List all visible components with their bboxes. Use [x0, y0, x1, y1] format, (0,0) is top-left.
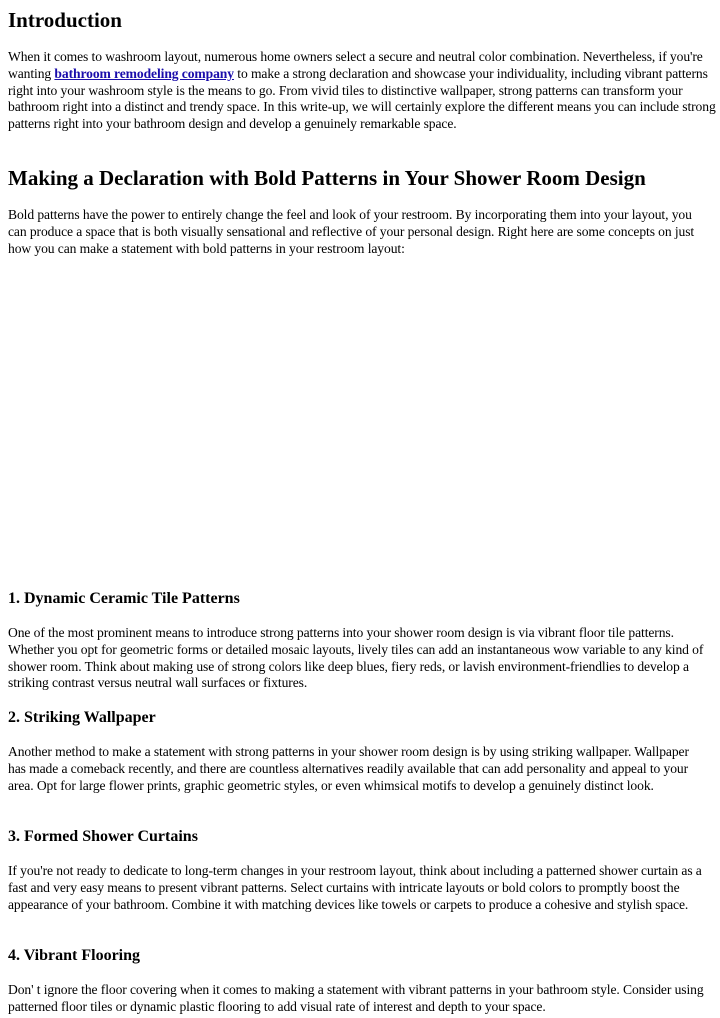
blank-image-area	[8, 262, 708, 582]
section-1-heading: 1. Dynamic Ceramic Tile Patterns	[8, 590, 240, 607]
section-3-paragraph: If you're not ready to dedicate to long-term changes in your restroom layout, think about including a patterned shower curtain as a fast and very easy means to present vibrant patterns. Select curtains with intricate layouts or bold colors to promptly boost the appearance of your bathroom. Combine it with matching devices like towels or carpets to produce a cohesive and stylish space.	[8, 863, 702, 912]
bathroom-remodeling-link[interactable]: bathroom remodeling company	[54, 65, 234, 81]
section-4-heading: 4. Vibrant Flooring	[8, 947, 141, 964]
declaration-heading: Making a Declaration with Bold Patterns in Your Shower Room Design	[8, 166, 646, 190]
section-1-paragraph: One of the most prominent means to introduce strong patterns into your shower room design is via vibrant floor tile patterns. Whether you opt for geometric forms or detailed mosaic layouts, lively tiles can add an instantaneous wow variable to any kind of shower room. Think about making use of strong colors like deep blues, fiery reds, or lavish environment-friendlies to develop a striking contrast versus neutral wall surfaces or fixtures.	[8, 625, 704, 691]
section-2-heading: 2. Striking Wallpaper	[8, 709, 156, 726]
declaration-paragraph: Bold patterns have the power to entirely change the feel and look of your restroom. By incorporating them into your layout, you can produce a space that is both visually sensational and reflective of your personal design. Right here are some concepts on just how you can make a statement with bold patterns in your restroom layout:	[8, 207, 695, 256]
intro-heading: Introduction	[8, 8, 122, 32]
section-2-paragraph: Another method to make a statement with strong patterns in your shower room design is by using striking wallpaper. Wallpaper has made a comeback recently, and there are countless alternatives readily available that can add personality and appeal to your area. Opt for large flower prints, graphic geometric styles, or even whimsical motifs to develop a genuinely distinct look.	[8, 744, 689, 793]
intro-paragraph	[8, 49, 718, 133]
section-3-heading: 3. Formed Shower Curtains	[8, 828, 198, 845]
section-4-paragraph: Don' t ignore the floor covering when it comes to making a statement with vibrant patterns in your bathroom style. Consider using patterned floor tiles or dynamic plastic flooring to add visual rate of interest and depth to your space.	[8, 982, 704, 1014]
intro-text-before-link: When it comes to washroom layout, numerous home owners select a secure and neutral color combination. Nevertheless, if you're wanting	[8, 49, 703, 81]
intro-text-after-link: to make a strong declaration and showcase your individuality, including vibrant patterns right into your washroom style is the means to go. From vivid tiles to distinctive wallpaper, strong patterns can transform your bathroom right into a distinct and trendy space. In this write-up, we will certainly explore the different means you can include strong patterns right into your bathroom design and develop a genuinely remarkable space.	[8, 65, 716, 132]
